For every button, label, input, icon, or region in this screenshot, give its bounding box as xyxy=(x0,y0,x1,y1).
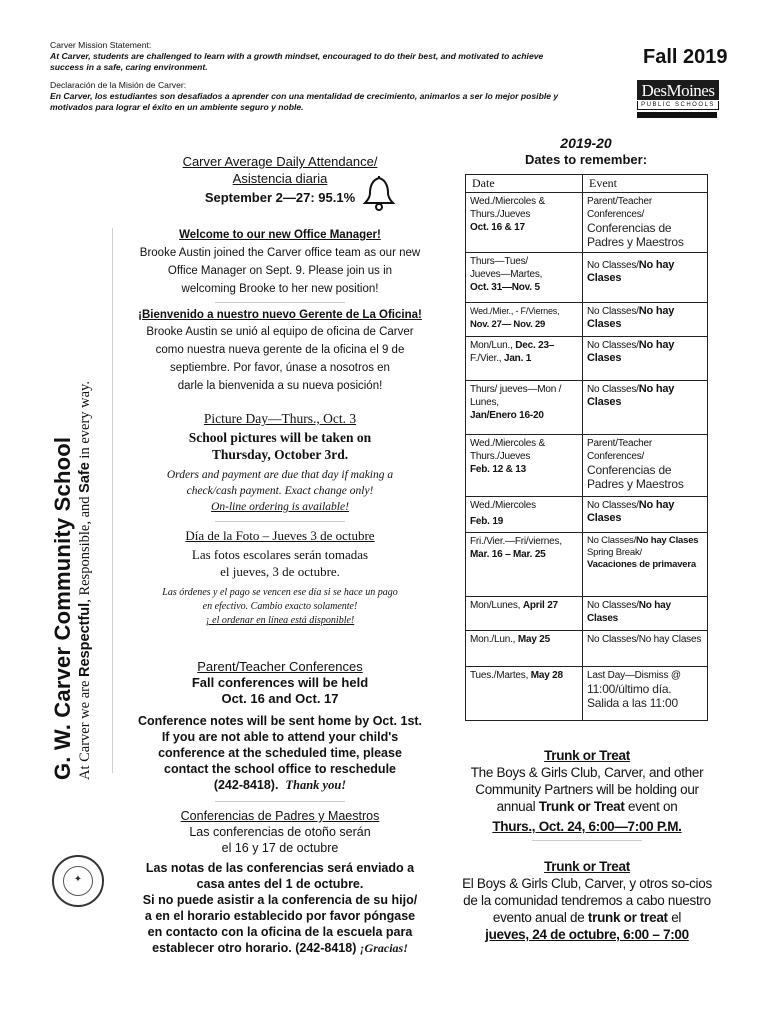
table-row xyxy=(466,631,708,667)
event-cell: No Classes/No hay Clases xyxy=(583,303,708,337)
online-ordering-note-es: ¡ el ordenar en línea está disponible! xyxy=(205,615,355,626)
date-cell: Wed./Mier., - F/Viernes, Nov. 27— Nov. 29 xyxy=(466,303,583,337)
gracias-note: ¡Gracias! xyxy=(359,941,408,955)
office-manager-body: Brooke Austin joined the Carver office team as our new Office Manager on Sept. 9. Please join us in welcoming Brooke to her new position! xyxy=(139,247,421,295)
trunk-title-es: Trunk or Treat xyxy=(544,859,630,874)
conferences-dates-es: Las conferencias de otoño serán el 16 y 17 de octubre xyxy=(189,825,371,855)
event-cell: No Classes/No hay Clases xyxy=(583,337,708,381)
event-cell: No Classes/No hay Clases xyxy=(583,253,708,303)
picture-day-note-es: Las órdenes y el pago se vencen ese día si se hace un pago en efectivo. Cambio exacto solamente! ¡ el ordenar en línea está disponible! xyxy=(120,586,440,628)
table-row xyxy=(466,193,708,253)
trunk-when: Thurs., Oct. 24, 6:00—7:00 P.M. xyxy=(492,819,682,834)
trunk-or-treat-section xyxy=(455,747,719,845)
trunk-or-treat-section-es xyxy=(455,858,719,943)
online-ordering-note: On-line ordering is available! xyxy=(211,501,349,513)
attendance-figure: September 2—27: 95.1% xyxy=(204,190,356,205)
date-cell: Wed./Miercoles Feb. 19 xyxy=(466,497,583,533)
date-cell: Mon/Lunes, April 27 xyxy=(466,597,583,631)
event-cell: Last Day—Dismiss @ 11:00/último día. Salida a las 11:00 xyxy=(583,667,708,721)
date-cell: Tues./Martes, May 28 xyxy=(466,667,583,721)
table-row xyxy=(466,597,708,631)
conferences-title: Parent/Teacher Conferences xyxy=(197,659,363,674)
mission-statement xyxy=(50,40,570,113)
table-row xyxy=(466,381,708,435)
table-row xyxy=(466,435,708,497)
picture-day-title-es: Día de la Foto – Jueves 3 de octubre xyxy=(185,528,375,543)
office-manager-body-es: Brooke Austin se unió al equipo de oficina de Carver como nuestra nueva gerente de la oficina el 9 de septiembre. Por favor, únase a nosotros en darle la bienvenida a su nueva posición! xyxy=(146,326,414,392)
mission-label-es: Declaración de la Misión de Carver: xyxy=(50,80,187,90)
date-cell: Thurs/ jueves—Mon / Lunes, Jan/Enero 16-20 xyxy=(466,381,583,435)
picture-day-section xyxy=(120,409,440,628)
event-cell: No Classes/No hay Clases Spring Break/ Vacaciones de primavera xyxy=(583,533,708,597)
date-column-header: Date xyxy=(466,175,583,193)
picture-day-title: Picture Day—Thurs., Oct. 3 xyxy=(203,411,357,426)
logo-subtitle: PUBLIC SCHOOLS xyxy=(637,101,719,110)
table-row xyxy=(466,667,708,721)
event-cell: Parent/Teacher Conferences/ Conferencias de Padres y Maestros xyxy=(583,435,708,497)
date-cell: Mon/Lun., Dec. 23– F./Vier., Jan. 1 xyxy=(466,337,583,381)
mission-text-es: En Carver, los estudiantes son desafiados a aprender con una mentalidad de crecimiento, animarlos a ser lo mejor posible y motivados para lograr el éxito en un ambiente seguro y noble. xyxy=(50,91,559,112)
trunk-title: Trunk or Treat xyxy=(544,748,630,763)
attendance-section xyxy=(120,153,440,208)
table-row xyxy=(466,253,708,303)
dates-title: Dates to remember: xyxy=(524,152,648,167)
date-cell: Fri./Vier.—Fri/viernes, Mar. 16 – Mar. 25 xyxy=(466,533,583,597)
date-cell: Wed./Miercoles & Thurs./Jueves Oct. 16 & 17 xyxy=(466,193,583,253)
mission-label: Carver Mission Statement: xyxy=(50,40,152,50)
conferences-notes-es: Las notas de las conferencias será enviado a casa antes del 1 de octubre. Si no puede asistir a la conferencia de su hijo/ a en el horario establecido por favor póngase en contacto con la oficina de la escuela para establecer otro horario. (242-8418) ¡Gracias! xyxy=(142,861,418,955)
mission-text: At Carver, students are challenged to learn with a growth mindset, encouraged to do their best, and motivated to achieve success in a safe, caring environment. xyxy=(50,51,544,72)
event-cell: Parent/Teacher Conferences/ Conferencias de Padres y Maestros xyxy=(583,193,708,253)
attendance-title-es: Asistencia diaria xyxy=(232,171,328,186)
event-column-header: Event xyxy=(583,175,708,193)
sidebar-divider xyxy=(112,228,113,773)
dates-table xyxy=(465,174,708,721)
picture-day-body-es: Las fotos escolares serán tomadas el jueves, 3 de octubre. xyxy=(191,547,369,579)
school-year: 2019-20 xyxy=(560,135,612,151)
event-cell: No Classes/No hay Clases xyxy=(583,497,708,533)
picture-day-note: Orders and payment are due that day if making a check/cash payment. Exact change only! On-line ordering is available! xyxy=(120,467,440,515)
picture-day-body: School pictures will be taken on Thursday, October 3rd. xyxy=(188,430,372,462)
school-name: G. W. Carver Community School xyxy=(50,436,75,780)
date-cell: Wed./Miercoles & Thurs./Jueves Feb. 12 & 13 xyxy=(466,435,583,497)
table-header-row xyxy=(466,175,708,193)
logo-wordmark: DesMoines xyxy=(637,80,719,101)
conferences-section xyxy=(120,659,440,956)
table-row xyxy=(466,303,708,337)
office-manager-section xyxy=(120,227,440,395)
bell-icon xyxy=(362,175,396,211)
district-logo xyxy=(637,80,719,118)
conferences-dates: Fall conferences will be held Oct. 16 and Oct. 17 xyxy=(191,675,369,706)
table-row xyxy=(466,337,708,381)
trunk-body: The Boys & Girls Club, Carver, and other Community Partners will be holding our annual Trunk or Treat event on xyxy=(470,765,704,814)
trunk-body-es: El Boys & Girls Club, Carver, y otros so-cios de la comunidad tendremos a cabo nuestro evento anual de trunk or treat el xyxy=(462,876,712,925)
event-cell: No Classes/No hay Clases xyxy=(583,381,708,435)
table-row xyxy=(466,533,708,597)
conferences-title-es: Conferencias de Padres y Maestros xyxy=(180,809,380,823)
vertical-banner xyxy=(50,220,100,780)
school-motto: At Carver we are Respectful, Responsible, and Safe in every way. xyxy=(77,381,93,780)
office-manager-title-es: ¡Bienvenido a nuestro nuevo Gerente de La Oficina! xyxy=(138,309,422,321)
school-seal-icon: ✦ xyxy=(52,855,104,907)
event-cell: No Classes/No hay Clases xyxy=(583,631,708,667)
office-manager-title: Welcome to our new Office Manager! xyxy=(179,229,381,241)
table-row xyxy=(466,497,708,533)
date-cell: Thurs—Tues/ Jueves—Martes, Oct. 31—Nov. 5 xyxy=(466,253,583,303)
thank-you-note: Thank you! xyxy=(285,778,347,792)
conferences-notes: Conference notes will be sent home by Oct. 1st. If you are not able to attend your child's conference at the scheduled time, please contact the school office to reschedule (242-8418). Thank you! xyxy=(137,714,423,792)
date-cell: Mon./Lun., May 25 xyxy=(466,631,583,667)
attendance-title: Carver Average Daily Attendance/ xyxy=(182,154,378,169)
event-cell: No Classes/No hay Clases xyxy=(583,597,708,631)
term-title: Fall 2019 xyxy=(643,46,728,68)
trunk-when-es: jueves, 24 de octubre, 6:00 – 7:00 xyxy=(485,927,689,942)
